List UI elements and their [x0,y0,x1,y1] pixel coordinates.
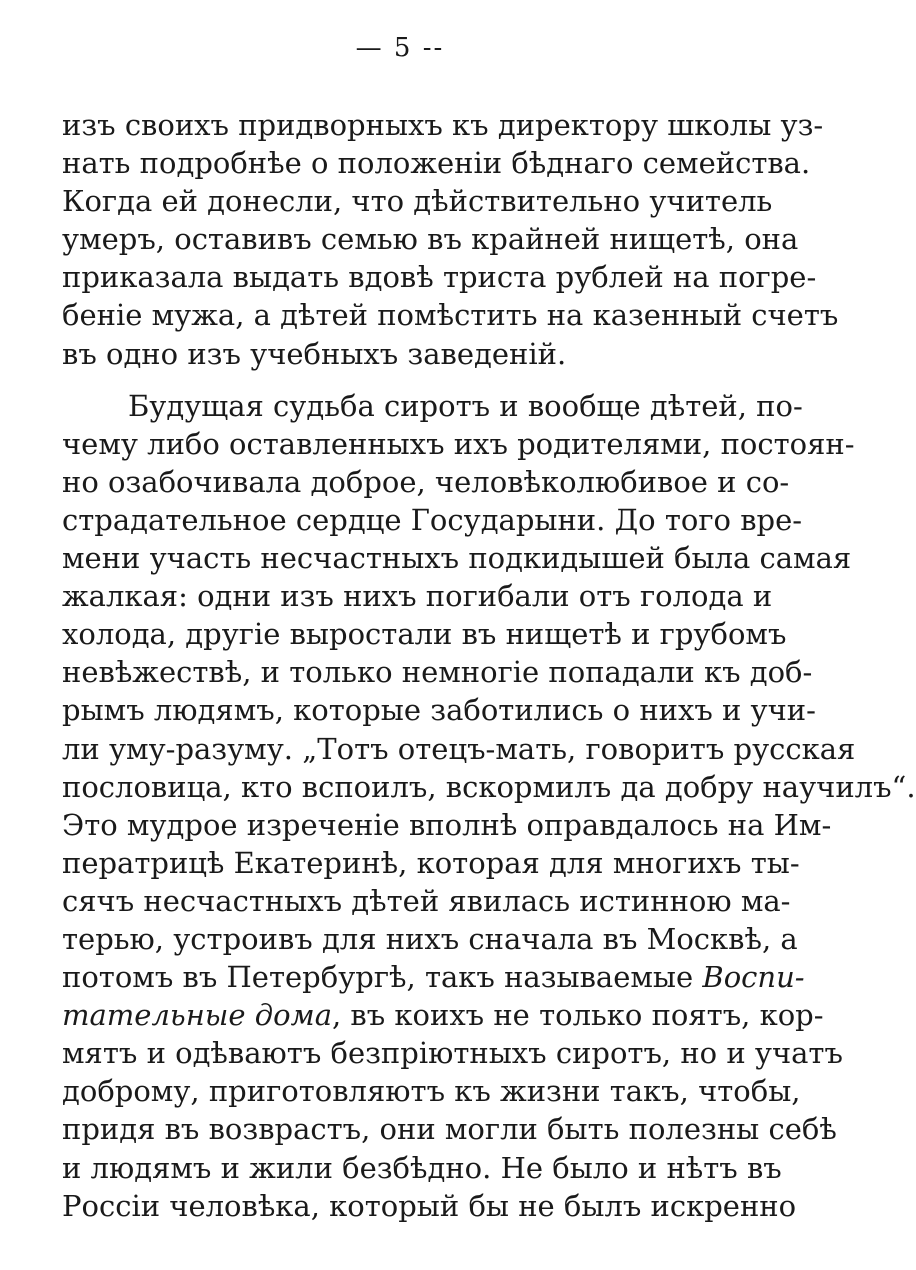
text-line: и людямъ и жили безбѣдно. Не было и нѣтъ въ [62,1150,782,1185]
text-line: чему либо оставленныхъ ихъ родителями, постоян- [62,426,855,461]
body-text [62,106,916,1225]
text-line: Это мудрое изреченiе вполнѣ оправдалось на Им- [62,807,832,842]
text-segment: потомъ въ Петербургѣ, такъ называемые [62,960,694,995]
text-line: изъ своихъ придворныхъ къ директору школы уз- [62,108,824,142]
paragraph-gap [62,373,757,387]
text-line: бенiе мужа, а дѣтей помѣстить на казенный счетъ [62,298,839,333]
text-line: ператрицѣ Екатеринѣ, которая для многихъ ты- [62,845,800,880]
text-line: но озабочивала доброе, человѣколюбивое и со- [62,464,790,499]
text-line: мятъ и одѣваютъ безпрiютныхъ сиротъ, но и учатъ [62,1036,843,1071]
text-line [62,958,805,996]
text-line: холода, другiе выростали въ нищетѣ и грубомъ [62,617,787,652]
text-line: Когда ей донесли, что дѣйствительно учитель [62,184,773,219]
italic-term: тательные дома [62,998,332,1033]
text-line: въ одно изъ учебныхъ заведенiй. [62,336,567,371]
text-line: умеръ, оставивъ семью въ крайней нищетѣ, она [62,222,799,257]
text-line: приказала выдать вдовѣ триста рублей на погре- [62,260,817,295]
text-line: жалкая: одни изъ нихъ погибали отъ голода и [62,579,773,614]
text-line [62,996,824,1034]
text-line: пословица, кто вспоилъ, вскормилъ да добру научилъ“. [62,769,916,804]
page-number: — 5 -- [355,33,445,63]
text-line: страдательное сердце Государыни. До того вре- [62,502,803,537]
text-line: придя въ возврастъ, они могли быть полезны себѣ [62,1112,837,1147]
text-line: Будущая судьба сиротъ и вообще дѣтей, по- [128,388,803,423]
text-line: рымъ людямъ, которые заботились о нихъ и учи- [62,693,816,728]
text-line: мени участь несчастныхъ подкидышей была самая [62,541,852,576]
text-line: терью, устроивъ для нихъ сначала въ Москвѣ, а [62,921,798,956]
text-line: Россiи человѣка, который бы не былъ искренно [62,1188,797,1223]
text-line: ли уму-разуму. „Тотъ отецъ-мать, говоритъ русская [62,731,856,766]
text-line: доброму, приготовляютъ къ жизни такъ, чтобы, [62,1074,801,1109]
text-line: невѣжествѣ, и только немногiе попадали къ доб- [62,655,813,690]
text-line: сячъ несчастныхъ дѣтей явилась истинною ма- [62,883,791,918]
italic-term: Воспи- [702,960,805,995]
text-segment: , въ коихъ не только поятъ, кор- [331,998,824,1033]
text-line: нать подробнѣе о положенiи бѣднаго семейства. [62,146,811,181]
